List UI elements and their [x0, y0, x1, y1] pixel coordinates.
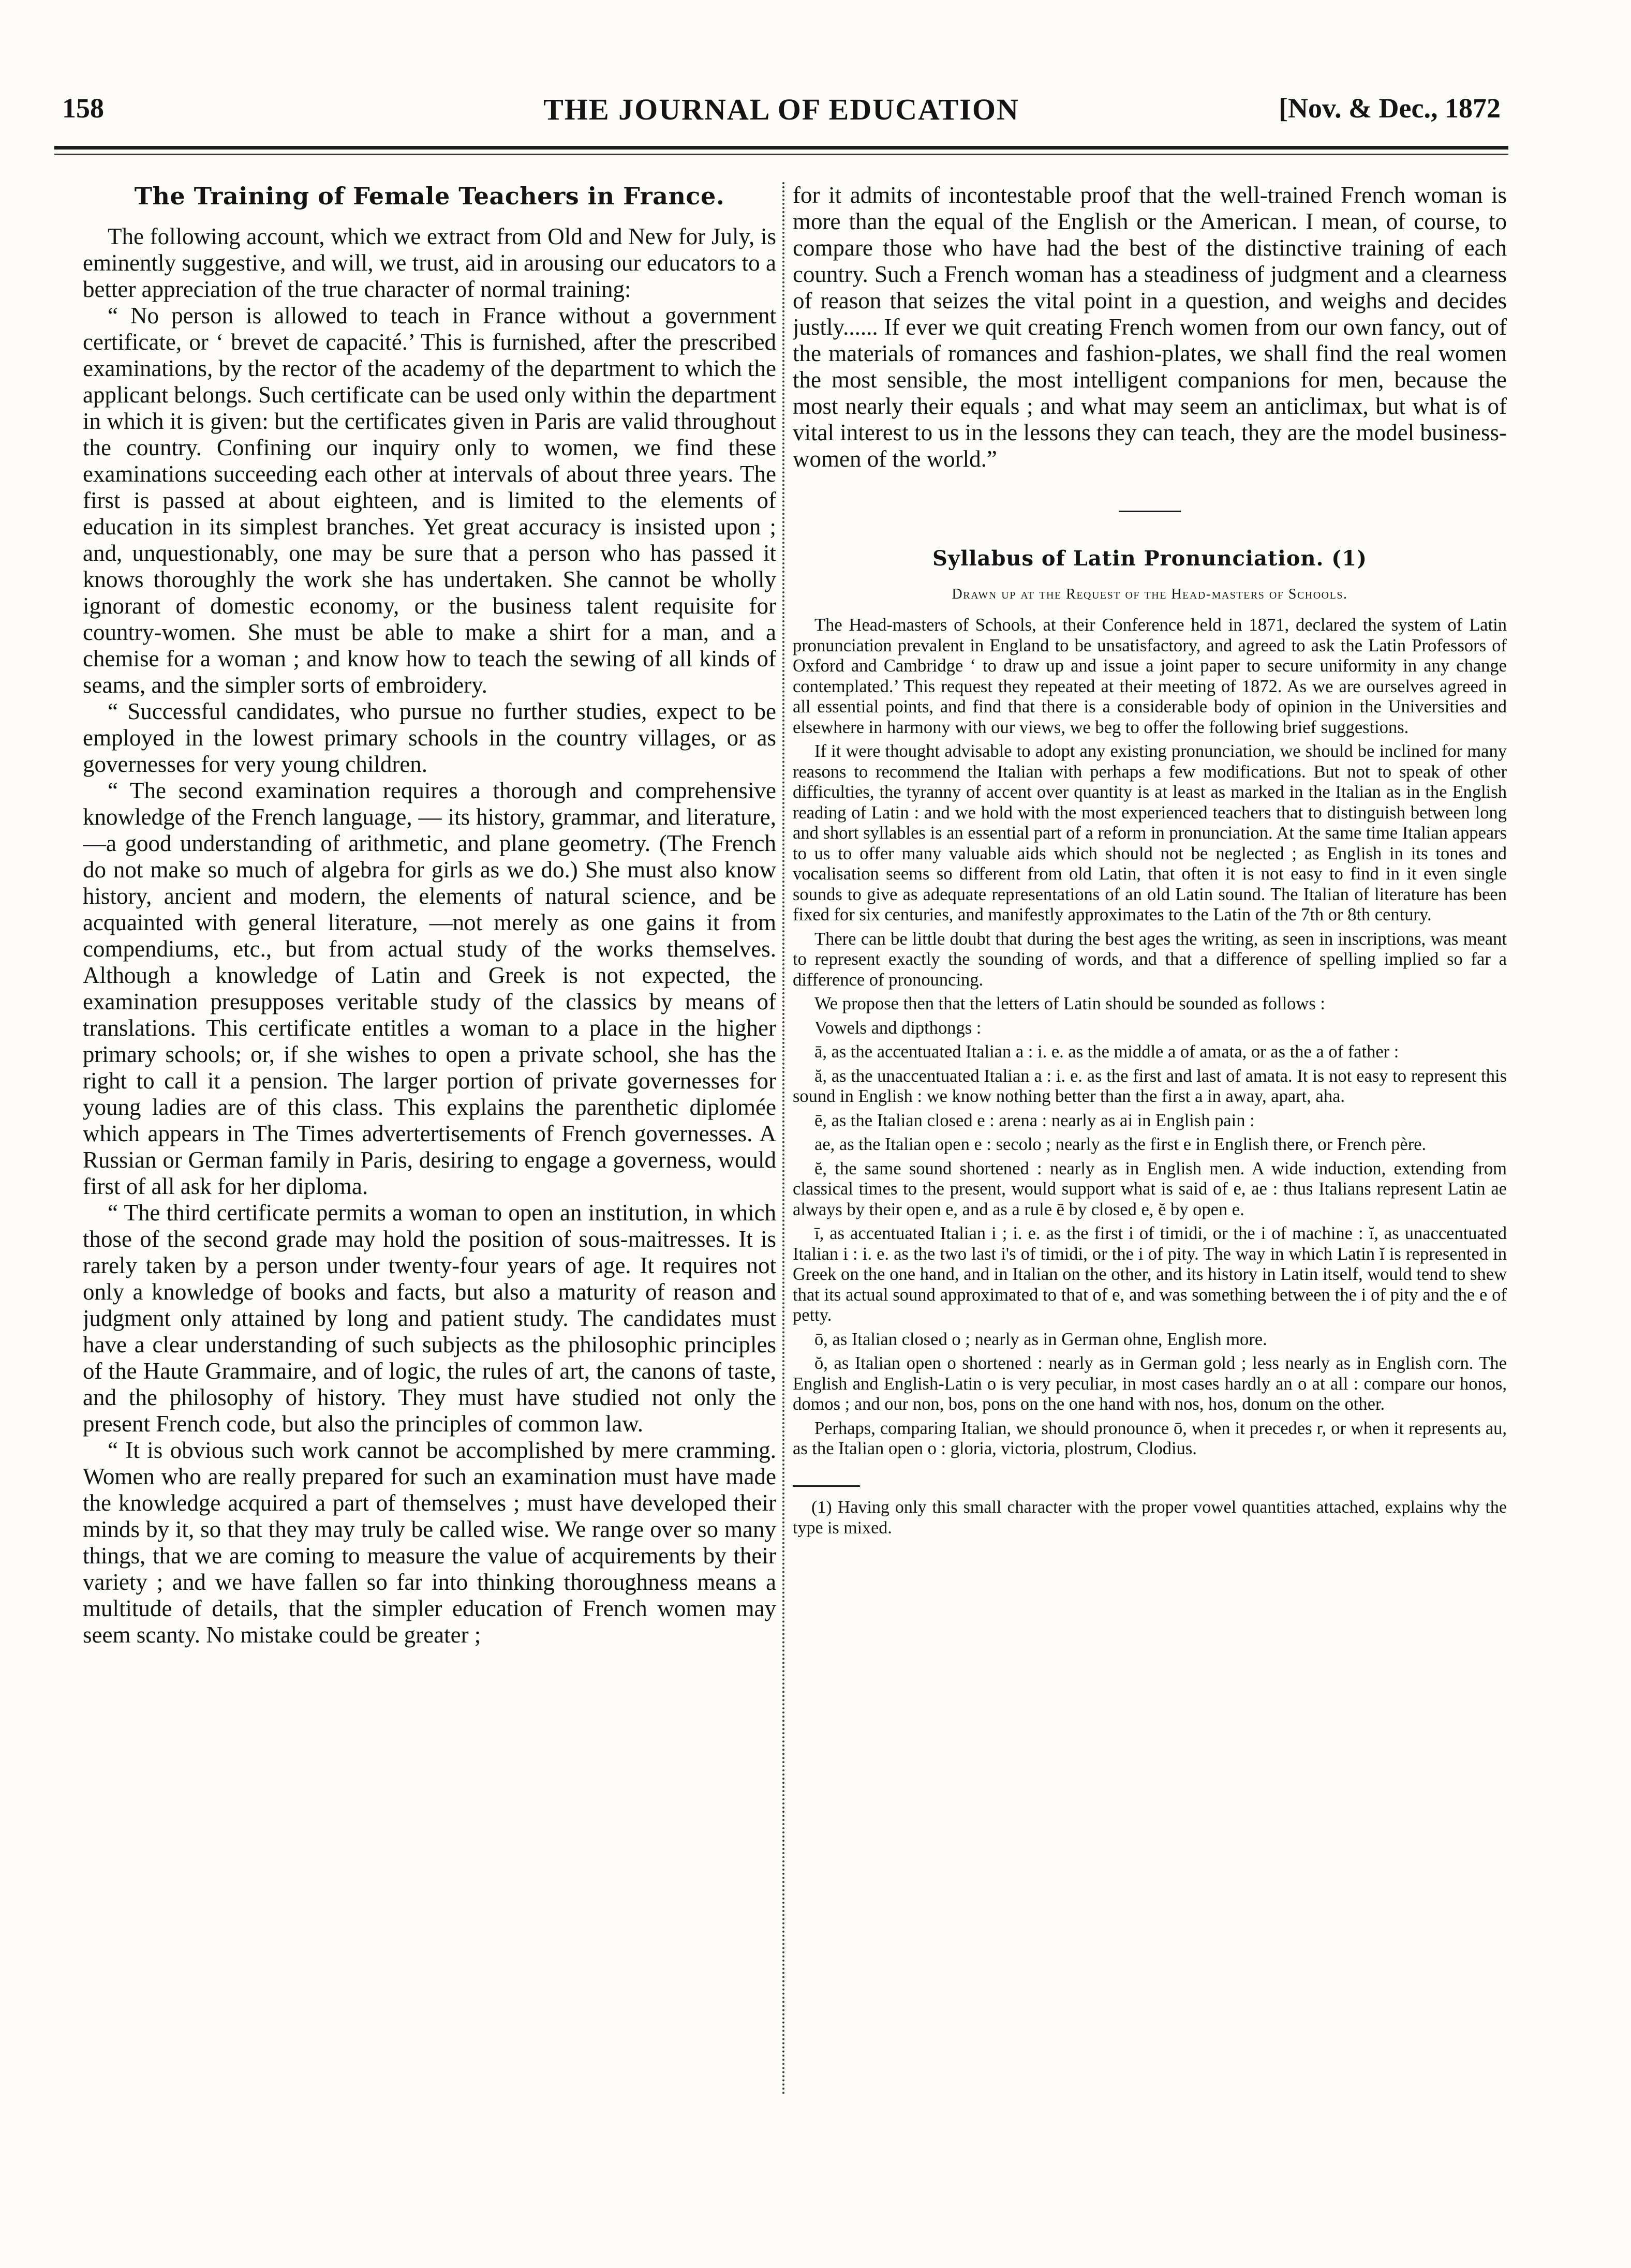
article-paragraph: “ The second examination requires a thorough and comprehensive knowledge of the French language, — its history, grammar, and literature,—a good understanding of arithmetic, and plane geometry. (The French do not make so much of algebra for girls as we do.) She must also know history, ancient and modern, the elements of natural science, and be acquainted with general literature, —not merely as one gains it from compendiums, etc., but from actual study of the works themselves. Although a knowledge of Latin and Greek is not expected, the examination presupposes veritable study of the classics by means of translations. This certificate entitles a woman to a place in the higher primary schools; or, if she wishes to open a private school, she has the right to call it a pension. The larger portion of private governesses for young ladies are of this class. This explains the parenthetic diplomée which appears in The Times advertertisements of French governesses. A Russian or German family in Paris, desiring to engage a governess, would first of all ask for her diploma.	[83, 778, 776, 1199]
syllabus-paragraph: ŏ, as Italian open o shortened : nearly as in German gold ; less nearly as in English corn. The English and English-Latin o is very peculiar, in most cases hardly an o at all : compare our honos, domos ; and our non, bos, pons on the one hand with nos, hos, donum on the other.	[793, 1353, 1507, 1414]
syllabus-paragraph: Vowels and dipthongs :	[814, 1018, 982, 1038]
section-divider	[1119, 511, 1181, 512]
article-paragraph: “ No person is allowed to teach in France without a government certificate, or ‘ brevet de capacité.’ This is furnished, after the prescribed examinations, by the rector of the academy of the department to which the applicant belongs. Such certificate can be used only within the department in which it is given: but the certificates given in Paris are valid throughout the country. Confining our inquiry only to women, we find these examinations succeeding each other at intervals of about three years. The first is passed at about eighteen, and is limited to the elements of education in its simplest branches. Yet great accuracy is insisted upon ; and, unquestionably, one may be sure that a person who has passed it knows thoroughly the work she has undertaken. She cannot be wholly ignorant of domestic economy, or the business talent requisite for country-women. She must be able to make a shirt for a man, and a chemise for a woman ; and know how to teach the sewing of all kinds of seams, and the simpler sorts of embroidery.	[83, 303, 776, 698]
syllabus-paragraph: Perhaps, comparing Italian, we should pronounce ō, when it precedes r, or when it represents au, as the Italian open o : gloria, victoria, plostrum, Clodius.	[793, 1418, 1507, 1458]
article-paragraph: The following account, which we extract from Old and New for July, is eminently suggestive, and will, we trust, aid in arousing our educators to a better appreciation of the true character of normal training:	[83, 223, 776, 302]
footnote: (1) Having only this small character with the proper vowel quantities attached, explains why the type is mixed.	[793, 1497, 1507, 1538]
article-continuation: for it admits of incontestable proof that the well-trained French woman is more than the equal of the English or the American. I mean, of course, to compare those who have had the best of the distinctive training of each country. Such a French woman has a steadiness of judgment and a clearness of reason that seizes the vital point in a question, and weighs and decides justly...... If ever we quit creating French women from our own fancy, out of the materials of romances and fashion-plates, we shall find the real women the most sensible, the most intelligent companions for men, because the most nearly their equals ; and what may seem an anticlimax, but what is of vital interest to us in the lessons they can teach, they are the model business-women of the world.”	[793, 182, 1507, 472]
syllabus-paragraph: ō, as Italian closed o ; nearly as in German ohne, English more.	[814, 1329, 1267, 1349]
footnote-rule	[793, 1485, 860, 1487]
page-header	[62, 92, 1501, 128]
issue-date: [Nov. & Dec., 1872	[1279, 93, 1501, 124]
article-title: The Training of Female Teachers in France.	[134, 182, 725, 210]
syllabus-paragraph: ē, as the Italian closed e : arena : nearly as ai in English pain :	[814, 1110, 1255, 1130]
syllabus-paragraph: The Head-masters of Schools, at their Conference held in 1871, declared the system of Latin pronunciation prevalent in England to be unsatisfactory, and agreed to ask the Latin Professors of Oxford and Cambridge ‘ to draw up and issue a joint paper to secure uniformity in any change contemplated.’ This request they repeated at their meeting of 1872. As we are ourselves agreed in all essential points, and find that there is a considerable body of opinion in the Universities and elsewhere in harmony with our views, we beg to offer the following brief suggestions.	[793, 615, 1507, 737]
journal-title: THE JOURNAL OF EDUCATION	[543, 93, 1019, 126]
syllabus-paragraph: ī, as accentuated Italian i ; i. e. as the first i of timidi, or the i of machine : ĭ, as unaccentuated Italian i : i. e. as the two last i's of timidi, or the i of pity. The way in which Latin ĭ is represented in Greek on the one hand, and in Italian on the other, and its history in Latin itself, would tend to shew that its actual sound approximated to that of e, and was something between the i of pity and the e of petty.	[793, 1223, 1507, 1325]
syllabus-title: Syllabus of Latin Pronunciation. (1)	[932, 546, 1367, 571]
article-paragraph: “ Successful candidates, who pursue no further studies, expect to be employed in the lowest primary schools in the country villages, or as governesses for very young children.	[83, 698, 776, 777]
syllabus-paragraph: ae, as the Italian open e : secolo ; nearly as the first e in English there, or French père.	[814, 1135, 1427, 1154]
syllabus-paragraph: ā, as the accentuated Italian a : i. e. as the middle a of amata, or as the a of father :	[814, 1042, 1399, 1062]
syllabus-subtitle: Drawn up at the Request of the Head-masters of Schools.	[952, 586, 1348, 602]
syllabus-paragraph: ĕ, the same sound shortened : nearly as in English men. A wide induction, extending from classical times to the present, would support what is said of e, ae : thus Italians represent Latin ae always by their open e, and as a rule ē by closed e, ĕ by open e.	[793, 1158, 1507, 1219]
syllabus-paragraph: If it were thought advisable to adopt any existing pronunciation, we should be inclined for many reasons to recommend the Italian with perhaps a few modifications. But not to speak of other difficulties, the tyranny of accent over quantity is at least as marked in the Italian as in the English reading of Latin : and we hold with the most experienced teachers that to distinguish between long and short syllables is an essential part of a reform in pronunciation. At the same time Italian appears to us to offer many valuable aids which should not be neglected ; as English in its tones and vocalisation seems so different from old Latin, that often it is not easy to find in it even single sounds to give as adequate representations of an old Latin sound. The Italian of literature has been fixed for six centuries, and manifestly approximates to the Latin of the 7th or 8th century.	[793, 741, 1507, 924]
syllabus-paragraph: We propose then that the letters of Latin should be sounded as follows :	[814, 994, 1325, 1013]
syllabus-paragraph: There can be little doubt that during the best ages the writing, as seen in inscriptions, was meant to represent exactly the sounding of words, and that a difference of spelling implied so far a difference of pronouncing.	[793, 929, 1507, 990]
syllabus-paragraph: ă, as the unaccentuated Italian a : i. e. as the first and last of amata. It is not easy to represent this sound in English : we know nothing better than the first a in away, apart, aha.	[793, 1066, 1507, 1106]
header-rule-thick	[54, 146, 1508, 150]
page-number: 158	[62, 93, 104, 124]
article-paragraph: “ It is obvious such work cannot be accomplished by mere cramming. Women who are really prepared for such an examination must have made the knowledge acquired a part of themselves ; must have developed their minds by it, so that they may truly be called wise. We range over so many things, that we are coming to measure the value of acquirements by their variety ; and we have fallen so far into thinking thoroughness means a multitude of details, that the simpler education of French women may seem scanty. No mistake could be greater ;	[83, 1437, 776, 1648]
article-paragraph: “ The third certificate permits a woman to open an institution, in which those of the second grade may hold the position of sous-maitresses. It is rarely taken by a person under twenty-four years of age. It requires not only a knowledge of books and facts, but also a maturity of reason and judgment only attained by long and patient study. The candidates must have a clear understanding of such subjects as the philosophic principles of the Haute Grammaire, and of logic, the rules of art, the canons of taste, and the philosophy of history. They must have studied not only the present French code, but also the principles of common law.	[83, 1200, 776, 1437]
header-rule-thin	[54, 154, 1508, 155]
right-column	[793, 182, 1507, 2132]
left-column	[83, 182, 776, 2132]
column-separator	[782, 182, 784, 2096]
